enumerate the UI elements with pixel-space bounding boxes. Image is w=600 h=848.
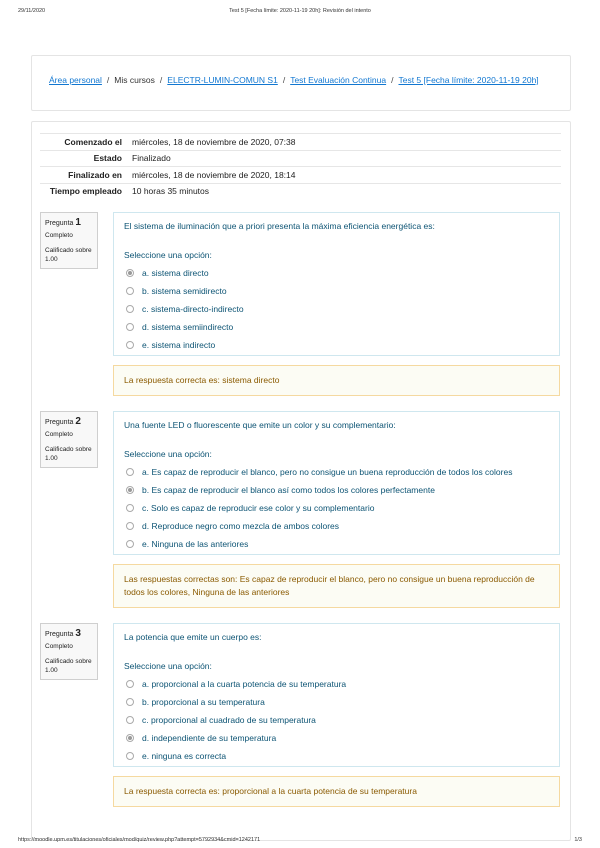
radio-button[interactable]	[126, 305, 134, 313]
question-feedback-2: Las respuestas correctas son: Es capaz de reproducir el blanco, pero no consigue un buena reproducción de todos los colores, Ninguna de las anteriores	[113, 564, 560, 608]
question-feedback-1: La respuesta correcta es: sistema directo	[113, 365, 560, 396]
question-label: Pregunta	[45, 419, 74, 426]
question-number	[45, 217, 93, 228]
radio-button-checked[interactable]	[126, 269, 134, 277]
breadcrumb-section[interactable]: Test Evaluación Continua	[290, 75, 387, 85]
radio-button[interactable]	[126, 680, 134, 688]
breadcrumb	[49, 75, 539, 85]
question-text: Una fuente LED o fluorescente que emite un color y su complementario:	[124, 420, 396, 430]
summary-row-finished	[40, 166, 561, 183]
answer-option[interactable]	[124, 711, 549, 729]
question-state: Completo	[45, 232, 73, 239]
question-text: El sistema de iluminación que a priori presenta la máxima eficiencia energética es:	[124, 221, 435, 231]
summary-value: Finalizado	[132, 153, 171, 163]
question-info-2	[40, 411, 98, 468]
answer-option-label: b. proporcional a su temperatura	[142, 697, 265, 707]
answer-option[interactable]	[124, 499, 549, 517]
summary-row-time-taken	[40, 183, 561, 200]
question-state: Completo	[45, 643, 73, 650]
attempt-summary-table	[40, 133, 561, 199]
breadcrumb-separator: /	[106, 75, 110, 85]
answer-option-label: a. proporcional a la cuarta potencia de su temperatura	[142, 679, 347, 689]
question-text: La potencia que emite un cuerpo es:	[124, 632, 262, 642]
question-info-3	[40, 623, 98, 680]
summary-row-state	[40, 150, 561, 167]
summary-row-started	[40, 133, 561, 150]
question-number-value: 2	[75, 416, 81, 427]
answer-prompt: Seleccione una opción:	[124, 250, 212, 260]
answer-option-label: a. Es capaz de reproducir el blanco, pero no consigue un buena reproducción de todos los colores	[142, 467, 513, 477]
answer-prompt: Seleccione una opción:	[124, 449, 212, 459]
answer-prompt: Seleccione una opción:	[124, 661, 212, 671]
answer-option[interactable]	[124, 300, 549, 318]
print-page-number: 1/3	[574, 837, 582, 843]
answer-option[interactable]	[124, 693, 549, 711]
radio-button[interactable]	[126, 504, 134, 512]
answer-option-label: a. sistema directo	[142, 268, 209, 278]
answer-option-label: e. Ninguna de las anteriores	[142, 539, 249, 549]
answer-option[interactable]	[124, 517, 549, 535]
breadcrumb-separator: /	[391, 75, 394, 85]
print-url: https://moodle.upm.es/titulaciones/oficiales/mod/quiz/review.php?attempt=5792934&cmid=1242171	[18, 837, 261, 843]
radio-button[interactable]	[126, 752, 134, 760]
answer-option[interactable]	[124, 463, 549, 481]
breadcrumb-course[interactable]: ELECTR-LUMIN-COMUN S1	[167, 75, 278, 85]
answer-option-label: d. sistema semiindirecto	[142, 322, 234, 332]
breadcrumb-separator: /	[282, 75, 286, 85]
question-formulation-1	[113, 212, 560, 356]
answer-option-label: e. ninguna es correcta	[142, 751, 227, 761]
answer-option-label: b. sistema semidirecto	[142, 286, 227, 296]
summary-label: Estado	[93, 153, 122, 163]
question-grade: Calificado sobre 1.00	[45, 658, 92, 674]
question-label: Pregunta	[45, 631, 74, 638]
answer-option-label: d. independiente de su temperatura	[142, 733, 277, 743]
breadcrumb-area-personal[interactable]: Área personal	[49, 75, 102, 85]
summary-label: Tiempo empleado	[49, 186, 122, 196]
radio-button[interactable]	[126, 522, 134, 530]
question-grade: Calificado sobre 1.00	[45, 446, 92, 462]
answer-option[interactable]	[124, 318, 549, 336]
answer-option-label: d. Reproduce negro como mezcla de ambos colores	[142, 521, 340, 531]
question-number	[45, 628, 93, 639]
answer-option[interactable]	[124, 675, 549, 693]
answer-option[interactable]	[124, 336, 549, 354]
answer-option-label: c. proporcional al cuadrado de su temperatura	[142, 715, 316, 725]
question-state: Completo	[45, 431, 73, 438]
breadcrumb-mis-cursos: Mis cursos	[114, 75, 155, 85]
question-number-value: 1	[75, 217, 81, 228]
answer-option[interactable]	[124, 747, 549, 765]
question-feedback-3: La respuesta correcta es: proporcional a la cuarta potencia de su temperatura	[113, 776, 560, 807]
summary-value: 10 horas 35 minutos	[132, 186, 210, 196]
breadcrumb-quiz[interactable]: Test 5 [Fecha límite: 2020-11-19 20h]	[398, 75, 539, 85]
answer-option[interactable]	[124, 729, 549, 747]
question-number-value: 3	[75, 628, 81, 639]
answer-option[interactable]	[124, 535, 549, 553]
print-title: Test 5 [Fecha límite: 2020-11-19 20h]: Revisión del intento	[229, 8, 371, 14]
radio-button[interactable]	[126, 698, 134, 706]
radio-button[interactable]	[126, 468, 134, 476]
radio-button-checked[interactable]	[126, 734, 134, 742]
answer-option[interactable]	[124, 264, 549, 282]
radio-button[interactable]	[126, 341, 134, 349]
radio-button[interactable]	[126, 540, 134, 548]
question-grade: Calificado sobre 1.00	[45, 247, 92, 263]
question-number	[45, 416, 93, 427]
summary-value: miércoles, 18 de noviembre de 2020, 18:14	[132, 169, 296, 180]
summary-value: miércoles, 18 de noviembre de 2020, 07:38	[132, 136, 296, 147]
answer-option-label: b. Es capaz de reproducir el blanco así como todos los colores perfectamente	[142, 485, 435, 495]
answer-option[interactable]	[124, 282, 549, 300]
summary-label: Finalizado en	[68, 169, 122, 180]
radio-button[interactable]	[126, 287, 134, 295]
summary-label: Comenzado el	[64, 136, 122, 147]
radio-button-checked[interactable]	[126, 486, 134, 494]
answer-option-label: e. sistema indirecto	[142, 340, 216, 350]
question-formulation-2	[113, 411, 560, 555]
question-label: Pregunta	[45, 220, 74, 227]
print-date: 29/11/2020	[18, 8, 46, 14]
answer-option-label: c. sistema-directo-indirecto	[142, 304, 244, 314]
breadcrumb-separator: /	[159, 75, 163, 85]
answer-option[interactable]	[124, 481, 549, 499]
radio-button[interactable]	[126, 323, 134, 331]
question-info-1	[40, 212, 98, 269]
breadcrumb-container	[31, 55, 571, 111]
radio-button[interactable]	[126, 716, 134, 724]
question-formulation-3	[113, 623, 560, 767]
answer-option-label: c. Solo es capaz de reproducir ese color y su complementario	[142, 503, 375, 513]
